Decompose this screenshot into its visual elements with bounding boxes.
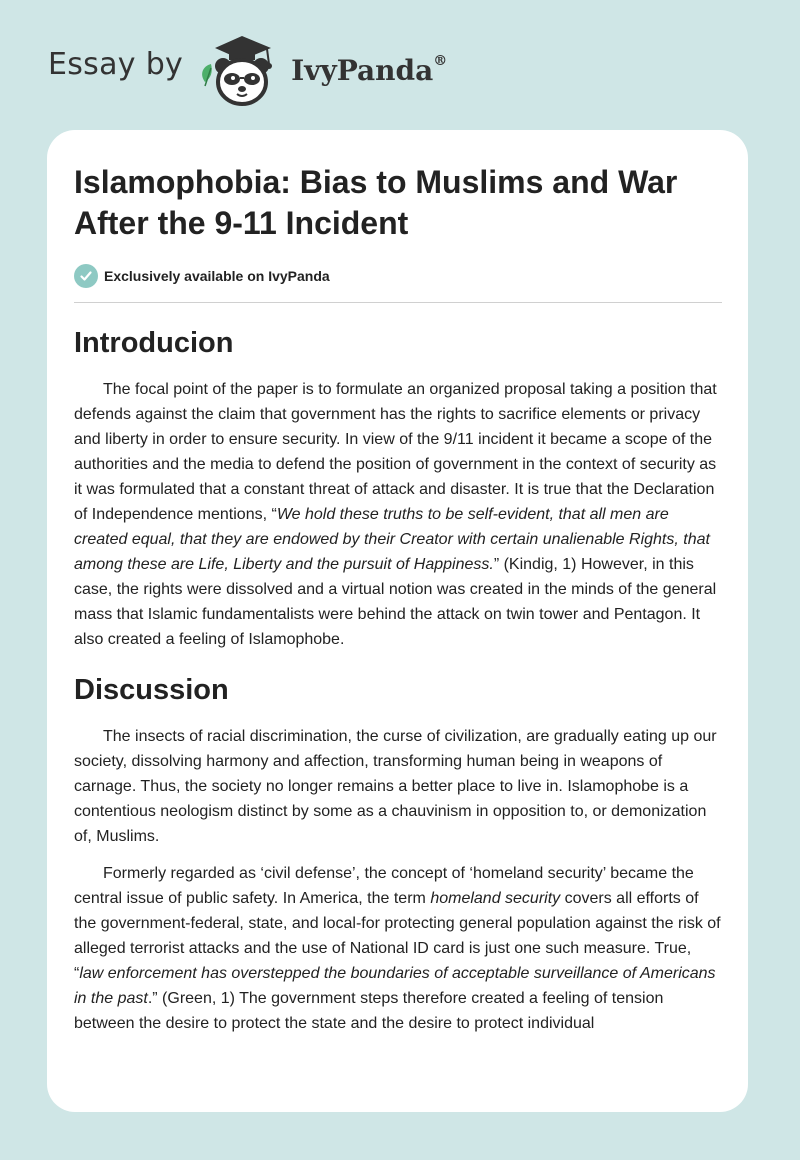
text-run: covers all efforts of the government-federal, state, and local-for protecting general population against the risk of alleged terrorist attacks and the use of National ID card is just one such measure. True, “	[74, 890, 721, 982]
italic-quote: We hold these truths to be self-evident, that all men are created equal, that they are endowed by their Creator with certain unalienable Rights, that among these are Life, Liberty and the pursuit of Happiness.	[74, 506, 710, 573]
body-paragraph	[74, 377, 722, 652]
essay-section	[74, 672, 722, 1036]
text-run: ” (Kindig, 1) However, in this case, the rights were dissolved and a virtual notion was created in the minds of the general mass that Islamic fundamentalists were behind the attack on twin tower and Pentagon. It also created a feeling of Islamophobe.	[74, 556, 717, 648]
essay-body	[74, 325, 722, 1036]
title-divider	[74, 302, 722, 303]
exclusive-badge	[74, 263, 722, 289]
text-run: .” (Green, 1) The government steps therefore created a feeling of tension between the desire to protect the state and the desire to protect individual	[74, 990, 664, 1032]
italic-quote: law enforcement has overstepped the boundaries of acceptable surveillance of Americans in the past	[74, 965, 716, 1007]
panda-logo-icon[interactable]	[197, 30, 287, 110]
brand-name[interactable]: IvyPanda®	[291, 53, 448, 87]
site-header	[48, 30, 488, 110]
exclusive-label: Exclusively available on IvyPanda	[104, 268, 330, 284]
essay-card	[47, 130, 748, 1112]
section-heading: Discussion	[74, 674, 229, 706]
registered-mark: ®	[433, 53, 448, 70]
body-paragraph	[74, 861, 722, 1036]
italic-quote: homeland security	[430, 890, 561, 907]
check-circle-icon	[74, 264, 98, 288]
essay-section	[74, 325, 722, 652]
text-run: The focal point of the paper is to formulate an organized proposal taking a position that defends against the claim that government has the rights to sacrifice elements or privacy and liberty in order to ensure security. In view of the 9/11 incident it became a scope of the authorities and the media to defend the position of government in the context of security as it was formulated that a constant threat of attack and disaster. It is true that the Declaration of Independence mentions, “	[74, 381, 717, 523]
section-heading: Introducion	[74, 327, 234, 359]
text-run: The insects of racial discrimination, the curse of civilization, are gradually eating up our society, dissolving harmony and affection, transforming human being in weapons of carnage. Thus, the society no longer remains a better place to live in. Islamophobe is a contentious neologism distinct by some as a chauvinism in opposition to, or demonization of, Muslims.	[74, 728, 717, 845]
brand-prefix: Essay by	[48, 46, 184, 82]
essay-title: Islamophobia: Bias to Muslims and War After the 9-11 Incident	[74, 164, 678, 241]
body-paragraph	[74, 724, 722, 849]
text-run: Formerly regarded as ‘civil defense’, the concept of ‘homeland security’ became the central issue of public safety. In America, the term	[74, 865, 694, 907]
